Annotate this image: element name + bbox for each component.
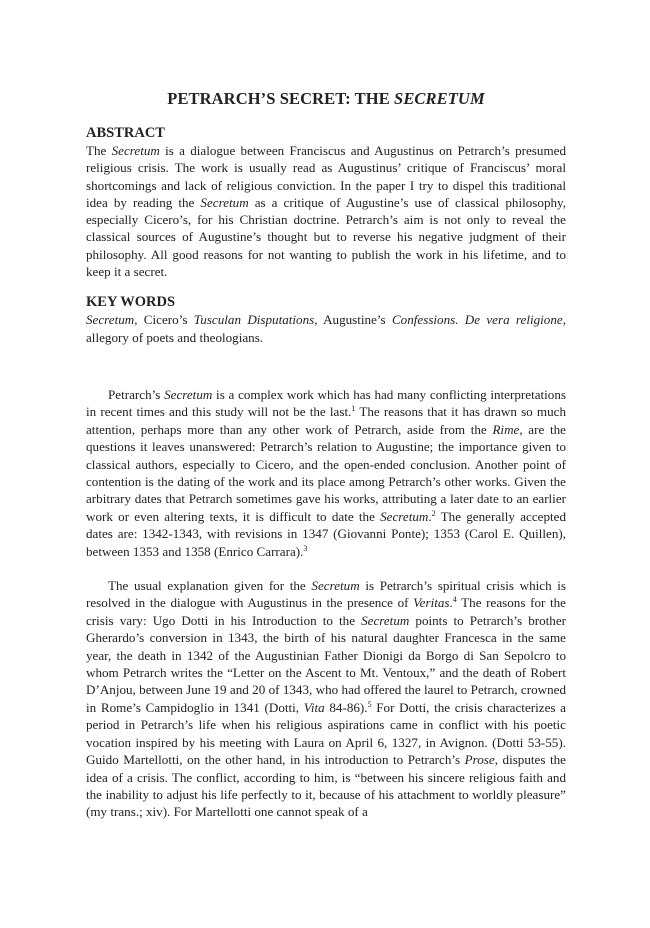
footnote-ref: 4 bbox=[452, 595, 457, 605]
keywords-text: Secretum, Cicero’s Tusculan Disputations, Augustine’s Confessions. De vera religione, allegory of poets and theologians. bbox=[86, 312, 566, 345]
body-text bbox=[86, 386, 566, 821]
paragraph-1: Petrarch’s Secretum is a complex work which has had many conflicting interpretations in recent times and this study will not be the last.$^1$ The reasons that it has drawn so much attention, perhaps more than any other work of Petrarch, aside from the Rime, are the questions it leaves unanswered: Petrarch’s relation to Augustine; the importance given to classical authors, especially to Cicero, and the open-ended conclusion. Another point of contention is the dating of the work and its place among Petrarch’s other works. Given the arbitrary dates that Petrarch sometimes gave his works, attributing a later date to an earlier work or even altering texts, it is difficult to date the Secretum.$^2$ The generally accepted dates are: 1342-1343, with revisions in 1347 (Giovanni Ponte); 1353 (Carol E. Quillen), between 1353 and 1358 (Enrico Carrara).$^3$ bbox=[86, 386, 566, 559]
paragraph-2: The usual explanation given for the Secretum is Petrarch’s spiritual crisis which is resolved in the dialogue with Augustinus in the presence of Veritas.$^4$ The reasons for the crisis vary: Ugo Dotti in his Introduction to the Secretum points to Petrarch’s brother Gherardo’s conversion in 1343, the birth of his natural daughter Francesca in the same year, the death in 1342 of the Augustinian Father Dionigi da Borgo di San Sepolcro to whom Petrarch writes the “Letter on the Ascent to Mt. Ventoux,” and the death of Robert D’Anjou, between June 19 and 20 of 1343, who had offered the laurel to Petrarch, crowned in Rome’s Campidoglio in 1341 (Dotti, Vita 84-86).$^5$ For Dotti, the crisis characterizes a period in Petrarch’s life when his religious aspirations came in conflict with his poetic vocation inspired by his meeting with Laura on April 6, 1327, in Avignon. (Dotti 53-55). Guido Martellotti, on the other hand, in his introduction to Petrarch’s Prose, disputes the idea of a crisis. The conflict, according to him, is “between his sincere religious faith and the inability to adjust his life perfectly to it, because of his attachment to worldly pleasure” (my trans.; xiv). For Martellotti one cannot speak of a bbox=[86, 578, 567, 820]
footnote-ref: 2 bbox=[431, 508, 436, 518]
keywords-heading: KEY WORDS bbox=[86, 294, 176, 311]
abstract-text: The Secretum is a dialogue between Franciscus and Augustinus on Petrarch’s presumed religious crisis. The work is usually read as Augustinus’ critique of Franciscus’ moral shortcomings and lack of religious conviction. In the paper I try to dispel this traditional idea by reading the Secretum as a critique of Augustine’s use of classical philosophy, especially Cicero’s, for his Christian doctrine. Petrarch’s aim is not only to reveal the classical sources of Augustine’s thought but to reverse his negative judgment of their philosophy. All good reasons for not wanting to publish the work in his lifetime, and to keep it a secret. bbox=[86, 143, 567, 280]
paper-title: PETRARCH’S SECRET: THE SECRETUM bbox=[167, 89, 485, 108]
abstract-heading: ABSTRACT bbox=[86, 125, 165, 141]
footnote-ref: 5 bbox=[367, 699, 372, 709]
footnote-ref: 1 bbox=[351, 404, 356, 414]
footnote-ref: 3 bbox=[303, 543, 308, 553]
